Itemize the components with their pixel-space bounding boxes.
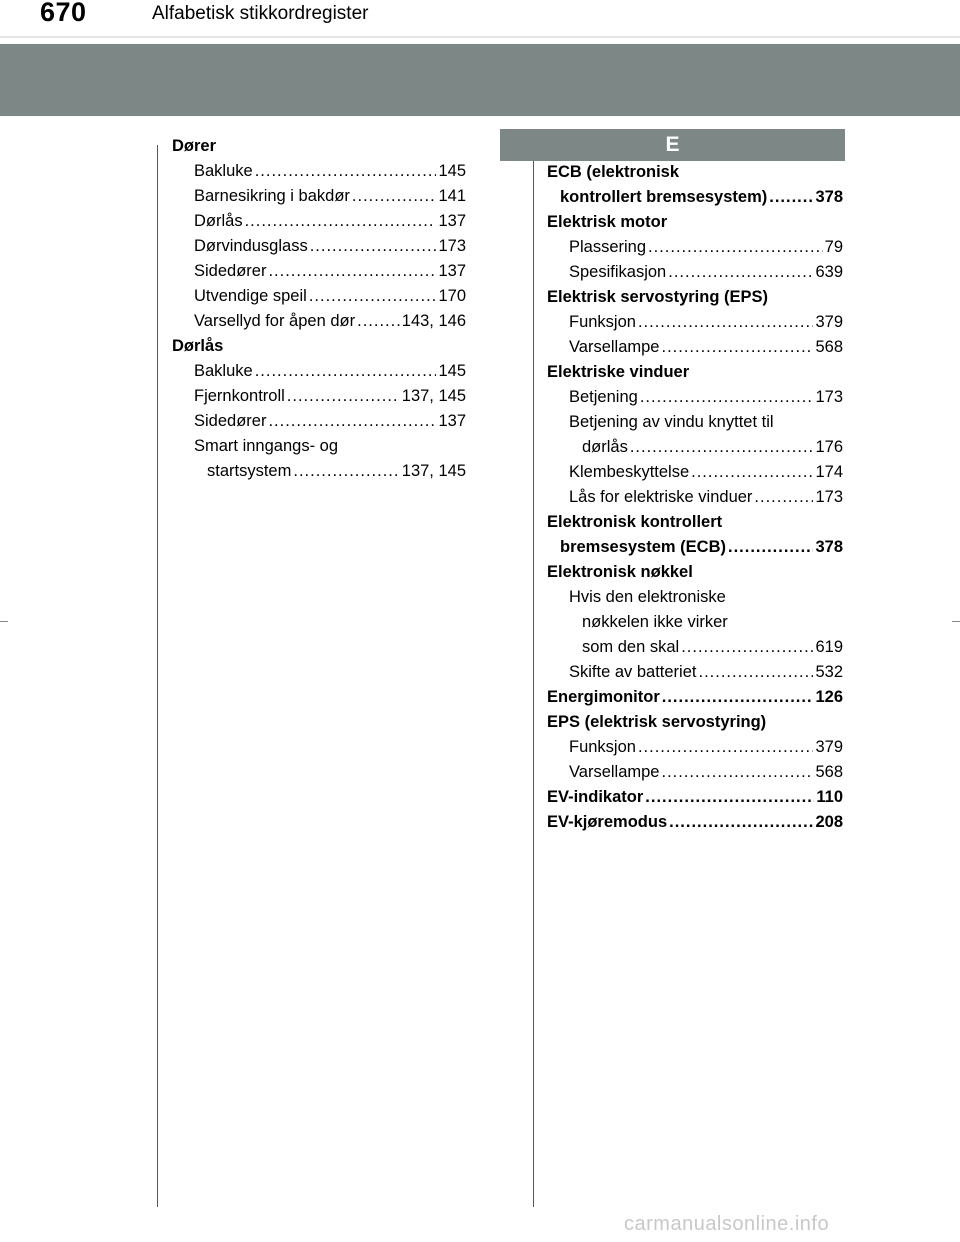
dot-leader xyxy=(293,459,399,484)
dot-leader xyxy=(754,485,813,510)
index-entry xyxy=(172,409,466,434)
dot-leader xyxy=(268,259,436,284)
entry-term: Elektronisk nøkkel xyxy=(547,563,693,581)
entry-page: 568 xyxy=(815,763,843,781)
dot-leader xyxy=(681,635,813,660)
index-entry xyxy=(172,459,466,484)
entry-page: 174 xyxy=(815,463,843,481)
entry-page: 126 xyxy=(815,688,843,706)
entry-term: Sidedører xyxy=(194,412,267,430)
entry-term: EPS (elektrisk servostyring) xyxy=(547,713,767,731)
index-column-left xyxy=(172,134,466,484)
entry-term: Bakluke xyxy=(194,362,253,380)
index-entry xyxy=(547,360,843,385)
entry-term: EV-indikator xyxy=(547,788,644,806)
index-entry xyxy=(172,309,466,334)
entry-term: Bakluke xyxy=(194,162,253,180)
entry-page: 137 xyxy=(438,212,466,230)
header-band xyxy=(0,44,960,116)
dot-leader xyxy=(309,284,437,309)
dot-leader xyxy=(352,184,437,209)
entry-page: 378 xyxy=(815,188,843,206)
index-entry xyxy=(172,359,466,384)
entry-term: Sidedører xyxy=(194,262,267,280)
entry-term: Elektriske vinduer xyxy=(547,363,690,381)
entry-page: 173 xyxy=(438,237,466,255)
entry-term: Skifte av batteriet xyxy=(569,663,697,681)
index-entry xyxy=(547,685,843,710)
dot-leader xyxy=(698,660,813,685)
crop-mark-left xyxy=(0,621,8,622)
entry-page: 145 xyxy=(438,362,466,380)
entry-page: 379 xyxy=(815,313,843,331)
entry-term: Funksjon xyxy=(569,313,636,331)
entry-term: ECB (elektronisk xyxy=(547,163,680,181)
section-letter-tab: E xyxy=(500,129,845,161)
entry-page: 170 xyxy=(438,287,466,305)
entry-term: Klembeskyttelse xyxy=(569,463,690,481)
dot-leader xyxy=(255,359,437,384)
entry-term: Smart inngangs- og xyxy=(194,437,338,455)
index-entry xyxy=(547,610,843,635)
watermark: carmanualsonline.info xyxy=(624,1213,830,1235)
dot-leader xyxy=(669,810,813,835)
entry-page: 619 xyxy=(815,638,843,656)
dot-leader xyxy=(255,159,437,184)
index-entry xyxy=(172,259,466,284)
entry-term: Elektronisk kontrollert xyxy=(547,513,723,531)
entry-page: 79 xyxy=(824,238,843,256)
index-entry xyxy=(547,635,843,660)
index-entry xyxy=(547,410,843,435)
entry-page: 173 xyxy=(815,488,843,506)
dot-leader xyxy=(691,460,813,485)
entry-term: Energimonitor xyxy=(547,688,660,706)
entry-term: EV-kjøremodus xyxy=(547,813,668,831)
entry-term: Varsellampe xyxy=(569,338,660,356)
entry-term: startsystem xyxy=(207,462,292,480)
entry-term: Dørlås xyxy=(172,337,224,355)
crop-mark-right xyxy=(952,621,960,622)
dot-leader xyxy=(769,185,813,210)
index-entry xyxy=(547,510,843,535)
entry-term: Utvendige speil xyxy=(194,287,307,305)
entry-term: som den skal xyxy=(582,638,680,656)
index-entry xyxy=(172,434,466,459)
index-entry xyxy=(172,134,466,159)
entry-page: 176 xyxy=(815,438,843,456)
index-entry xyxy=(547,310,843,335)
dot-leader xyxy=(638,310,814,335)
entry-page: 137, 145 xyxy=(401,387,466,405)
entry-page: 532 xyxy=(815,663,843,681)
top-rule xyxy=(0,36,960,38)
dot-leader xyxy=(268,409,436,434)
dot-leader xyxy=(668,260,813,285)
dot-leader xyxy=(648,235,823,260)
entry-term: Varsellampe xyxy=(569,763,660,781)
dot-leader xyxy=(310,234,437,259)
dot-leader xyxy=(638,735,814,760)
dot-leader xyxy=(661,760,813,785)
index-entry xyxy=(547,285,843,310)
index-entry xyxy=(547,710,843,735)
index-column-right xyxy=(547,160,843,835)
page-number: 670 xyxy=(40,0,87,27)
index-entry xyxy=(172,234,466,259)
entry-term: nøkkelen ikke virker xyxy=(582,613,728,631)
entry-page: 141 xyxy=(438,187,466,205)
index-entry xyxy=(547,485,843,510)
index-entry xyxy=(172,184,466,209)
dot-leader xyxy=(645,785,814,810)
dot-leader xyxy=(661,335,813,360)
entry-term: Funksjon xyxy=(569,738,636,756)
index-entry xyxy=(547,810,843,835)
entry-term: Spesifikasjon xyxy=(569,263,667,281)
dot-leader xyxy=(728,535,813,560)
index-entry xyxy=(172,334,466,359)
index-entry xyxy=(547,660,843,685)
index-entry xyxy=(547,235,843,260)
entry-term: Elektrisk motor xyxy=(547,213,668,231)
index-entry xyxy=(547,535,843,560)
entry-term: dørlås xyxy=(582,438,628,456)
index-entry xyxy=(547,585,843,610)
dot-leader xyxy=(630,435,814,460)
entry-term: Plassering xyxy=(569,238,647,256)
entry-term: Dører xyxy=(172,137,217,155)
index-entry xyxy=(547,185,843,210)
entry-page: 379 xyxy=(815,738,843,756)
left-column-rule xyxy=(157,145,158,1207)
entry-page: 639 xyxy=(815,263,843,281)
index-entry xyxy=(547,735,843,760)
dot-leader xyxy=(640,385,814,410)
entry-term: Fjernkontroll xyxy=(194,387,285,405)
index-entry xyxy=(547,760,843,785)
index-entry xyxy=(172,284,466,309)
dot-leader xyxy=(357,309,400,334)
entry-term: Betjening av vindu knyttet til xyxy=(569,413,774,431)
entry-term: Dørlås xyxy=(194,212,243,230)
dot-leader xyxy=(662,685,814,710)
entry-term: Elektrisk servostyring (EPS) xyxy=(547,288,769,306)
entry-page: 568 xyxy=(815,338,843,356)
entry-page: 173 xyxy=(815,388,843,406)
entry-term: Varsellyd for åpen dør xyxy=(194,312,356,330)
entry-page: 137, 145 xyxy=(401,462,466,480)
entry-page: 137 xyxy=(438,262,466,280)
index-entry xyxy=(547,435,843,460)
entry-term: bremsesystem (ECB) xyxy=(560,538,726,556)
index-entry xyxy=(547,160,843,185)
index-entry xyxy=(547,460,843,485)
dot-leader xyxy=(245,209,437,234)
entry-term: Hvis den elektroniske xyxy=(569,588,726,606)
index-entry xyxy=(547,210,843,235)
index-entry xyxy=(172,209,466,234)
entry-page: 145 xyxy=(438,162,466,180)
index-entry xyxy=(547,560,843,585)
index-entry xyxy=(547,335,843,360)
index-entry xyxy=(172,384,466,409)
entry-page: 378 xyxy=(815,538,843,556)
entry-term: Barnesikring i bakdør xyxy=(194,187,350,205)
index-entry xyxy=(547,385,843,410)
right-column-rule xyxy=(533,145,534,1207)
index-entry xyxy=(172,159,466,184)
entry-term: Betjening xyxy=(569,388,638,406)
dot-leader xyxy=(287,384,400,409)
entry-term: Lås for elektriske vinduer xyxy=(569,488,753,506)
index-entry xyxy=(547,260,843,285)
entry-page: 137 xyxy=(438,412,466,430)
entry-page: 208 xyxy=(815,813,843,831)
entry-term: kontrollert bremsesystem) xyxy=(560,188,768,206)
entry-page: 143, 146 xyxy=(401,312,466,330)
entry-term: Dørvindusglass xyxy=(194,237,308,255)
running-title: Alfabetisk stikkordregister xyxy=(152,3,369,24)
entry-page: 110 xyxy=(816,788,843,806)
index-entry xyxy=(547,785,843,810)
